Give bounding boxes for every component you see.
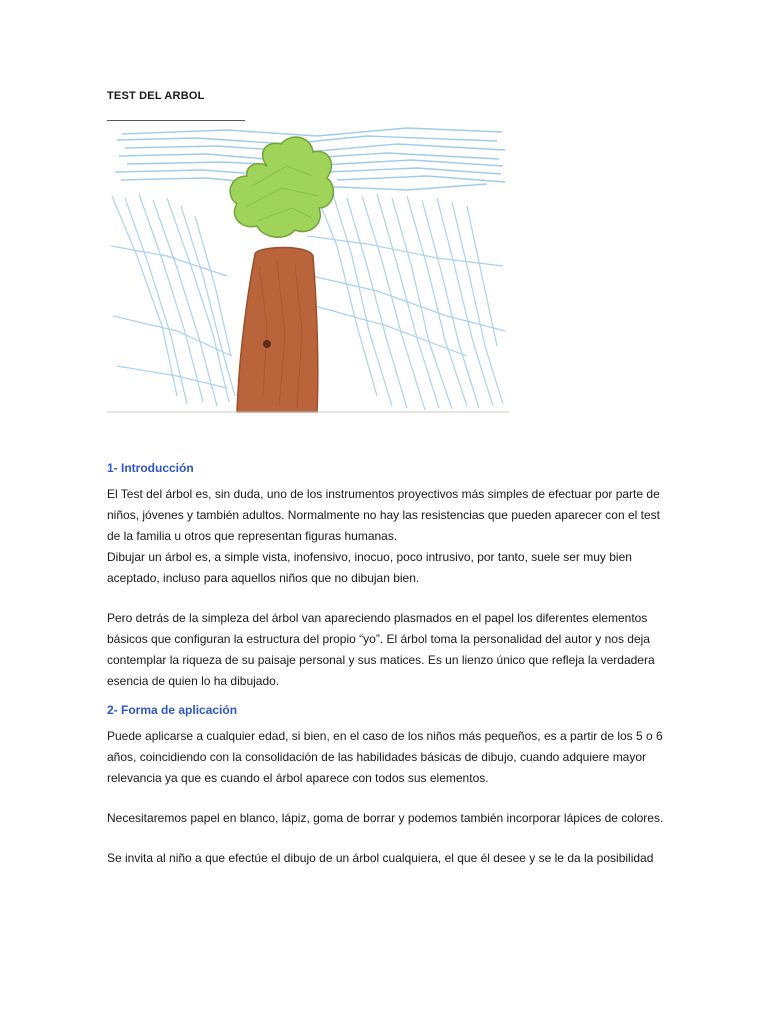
section-heading-forma-aplicacion: 2- Forma de aplicación: [107, 703, 238, 717]
paragraph: El Test del árbol es, sin duda, uno de los instrumentos proyectivos más simples de efectuar por parte de niños, jóvenes y también adultos. Normalmente no hay las resistencias que pueden aparecer con el test de la familia u otros que representan figuras humanas.: [107, 487, 660, 543]
child-tree-drawing: [107, 126, 509, 414]
paragraph-gap: [107, 692, 667, 700]
paragraph: Dibujar un árbol es, a simple vista, inofensivo, inocuo, poco intrusivo, por tanto, suele ser muy bien aceptado, incluso para aquellos niños que no dibujan bien.: [107, 550, 632, 585]
document-body: [107, 458, 667, 869]
paragraph: Puede aplicarse a cualquier edad, si bien, en el caso de los niños más pequeños, es a partir de los 5 o 6 años, coincidiendo con la consolidación de las habilidades básicas de dibujo, cuando adquiere mayor relevancia ya que es cuando el árbol aparece con todos sus elementos.: [107, 729, 663, 785]
section-heading-introduccion: 1- Introducción: [107, 461, 194, 475]
paragraph: Pero detrás de la simpleza del árbol van apareciendo plasmados en el papel los diferentes elementos básicos que configuran la estructura del propio “yo”. El árbol toma la personalidad del autor y nos deja contemplar la riqueza de su paisaje personal y sus matices. Es un lienzo único que refleja la verdadera esencia de quien lo ha dibujado.: [107, 611, 655, 688]
paragraph: Necesitaremos papel en blanco, lápiz, goma de borrar y podemos también incorporar lápices de colores.: [107, 811, 664, 825]
document-title: TEST DEL ARBOL: [107, 90, 205, 102]
title-underline: [107, 120, 245, 121]
paragraph-gap: [107, 789, 667, 808]
paragraph-gap: [107, 589, 667, 608]
paragraph-gap: [107, 829, 667, 848]
paragraph: Se invita al niño a que efectúe el dibujo de un árbol cualquiera, el que él desee y se le da la posibilidad: [107, 851, 654, 865]
